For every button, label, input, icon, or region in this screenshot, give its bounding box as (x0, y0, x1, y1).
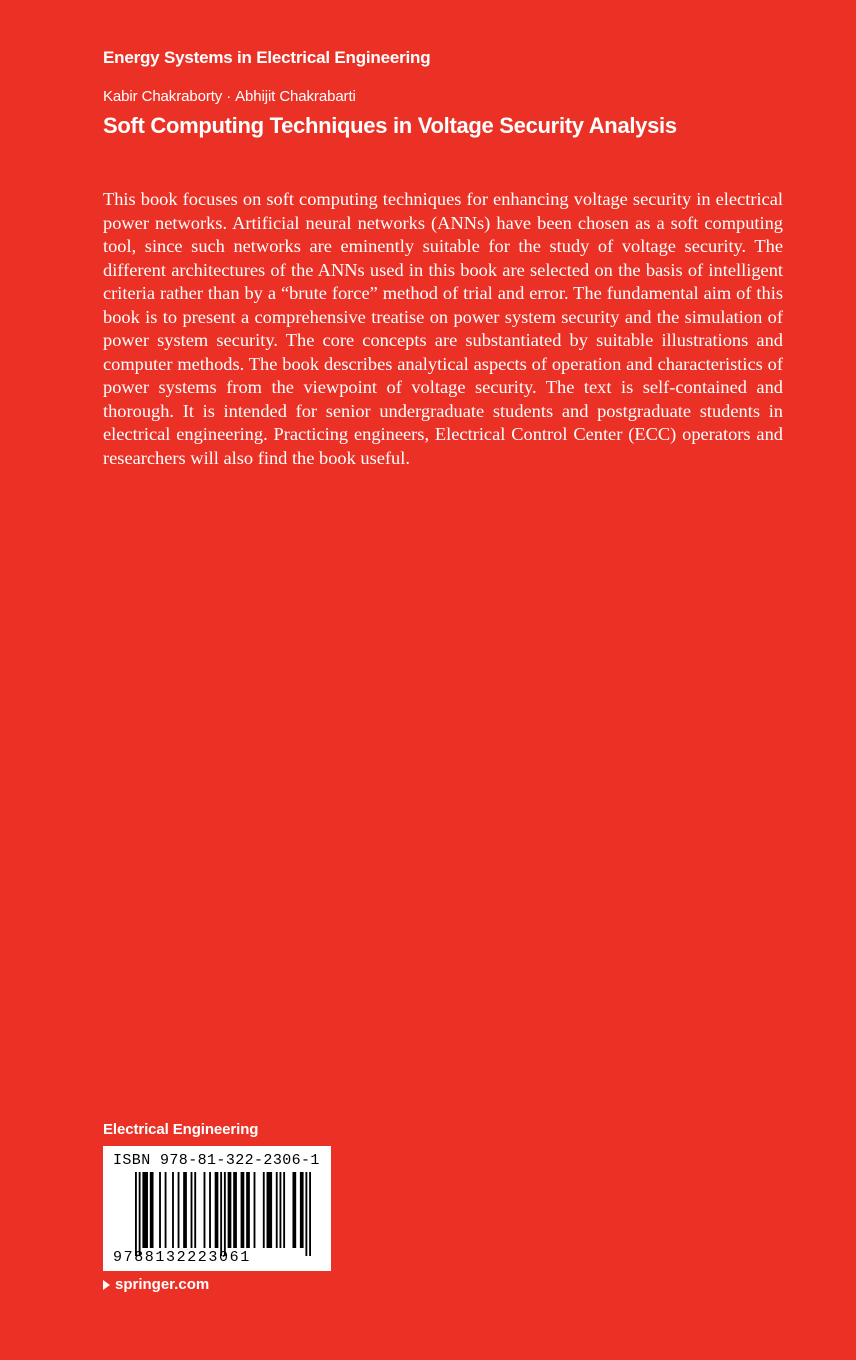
subject-category: Electrical Engineering (103, 1121, 259, 1138)
isbn-barcode (103, 1146, 331, 1271)
barcode-bar (209, 1172, 211, 1248)
barcode-bar (172, 1172, 174, 1248)
barcode-bar (241, 1172, 245, 1248)
barcode-bar (254, 1172, 256, 1248)
author-name: Kabir Chakraborty (103, 88, 223, 105)
barcode-bar (309, 1172, 311, 1256)
author-separator: · (226, 88, 232, 105)
ean-digits: 9788132223061 (113, 1249, 251, 1266)
barcode-bars (135, 1172, 311, 1256)
publisher-link-label: springer.com (115, 1276, 210, 1293)
arrow-right-icon (103, 1280, 110, 1290)
barcode-bar (246, 1172, 250, 1248)
barcode-bar (305, 1172, 307, 1256)
barcode-bar (292, 1172, 296, 1248)
barcode-bar (283, 1172, 285, 1248)
publisher-link[interactable] (103, 1276, 209, 1293)
barcode-bar (263, 1172, 265, 1248)
barcode-bar (224, 1172, 226, 1256)
barcode-bar (220, 1172, 222, 1256)
barcode-bar (267, 1172, 273, 1248)
barcode-bar (150, 1172, 154, 1248)
barcode-bar (139, 1172, 141, 1256)
barcode-bar (183, 1172, 187, 1248)
barcode-bar (228, 1172, 232, 1248)
author-line (103, 88, 356, 105)
series-title: Energy Systems in Electrical Engineering (103, 48, 431, 67)
book-description: This book focuses on soft computing techniques for enhancing voltage security in electrical power networks. Artificial neural networks (ANNs) have been chosen as a soft computing tool, since such networks are eminently suitable for the study of voltage security. The different architectures of the ANNs used in this book are selected on the basis of intelligent criteria rather than by a “brute force” method of trial and error. The fundamental aim of this book is to present a comprehensive treatise on power system security and the simulation of power system security. The core concepts are substantiated by suitable illustrations and computer methods. The book describes analytical aspects of operation and characteristics of power systems from the viewpoint of voltage security. The text is self-contained and thorough. It is intended for senior undergraduate students and postgraduate students in electrical engineering. Practicing engineers, Electrical Control Center (ECC) operators and researchers will also find the book useful. (103, 189, 783, 468)
barcode-bar (204, 1172, 206, 1248)
barcode-bar (159, 1172, 161, 1248)
isbn-label: ISBN 978-81-322-2306-1 (113, 1152, 320, 1169)
barcode-bar (178, 1172, 180, 1248)
barcode-bar (191, 1172, 193, 1248)
barcode-bar (135, 1172, 137, 1256)
barcode-bar (194, 1172, 196, 1248)
barcode-bar (215, 1172, 219, 1248)
barcode-bar (300, 1172, 304, 1248)
book-title: Soft Computing Techniques in Voltage Security Analysis (103, 113, 677, 138)
barcode-bar (165, 1172, 167, 1248)
barcode-bar (280, 1172, 282, 1248)
barcode-bar (233, 1172, 237, 1248)
barcode-bar (276, 1172, 278, 1248)
author-name: Abhijit Chakrabarti (235, 88, 356, 105)
barcode-bar (142, 1172, 148, 1248)
